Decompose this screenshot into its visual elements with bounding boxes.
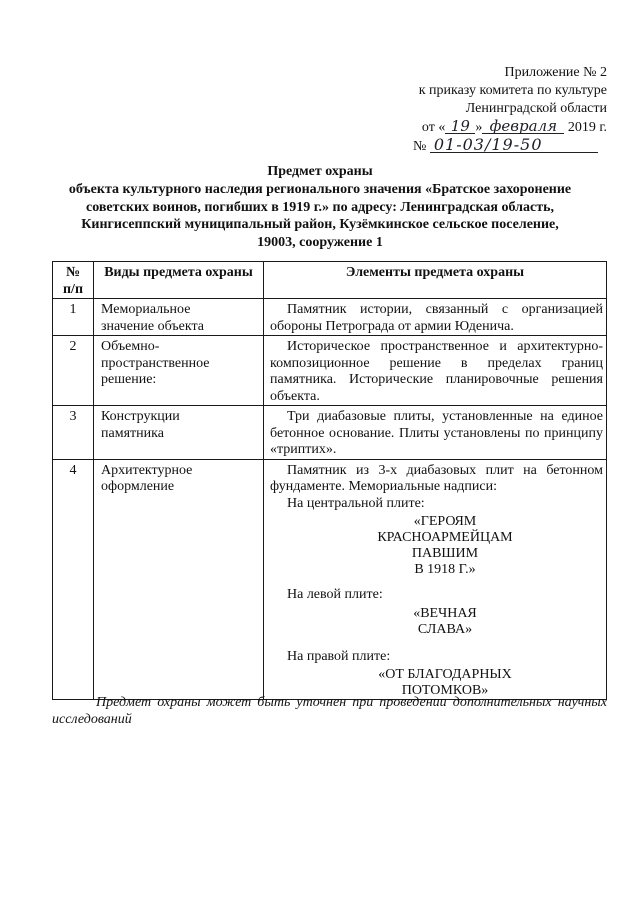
date-quote-close: » <box>475 120 483 135</box>
inscription-line: «ОТ БЛАГОДАРНЫХ <box>378 667 512 682</box>
element-text-line: «триптих». <box>270 442 337 457</box>
inscription-left-plate <box>270 606 603 638</box>
inscription-line: КРАСНОАРМЕЙЦАМ <box>377 530 513 545</box>
title-line: Кингисеппский муниципальный район, Кузёмкинское сельское поселение, <box>81 217 559 233</box>
element-text-line: Историческое пространственное и архитектурно- <box>287 339 603 354</box>
table-row <box>53 299 607 336</box>
inscription-label-right: На правой плите: <box>287 648 391 664</box>
order-number <box>413 137 607 156</box>
header-kind: Виды предмета охраны <box>94 262 264 299</box>
element-text-line: композиционное решение в пределах границ <box>270 355 603 371</box>
protection-kind: Объемно-пространственное решение: <box>94 336 264 406</box>
title-line: 19003, сооружение 1 <box>257 235 383 250</box>
footnote <box>52 694 607 728</box>
order-reference: к приказу комитета по культуре <box>418 83 607 98</box>
element-text-line: фундаменте. Мемориальные надписи: <box>270 479 498 494</box>
date-prefix: от « <box>421 120 446 135</box>
header-number-pp: п/п <box>62 281 84 297</box>
number-sign: № <box>413 139 427 154</box>
table-row <box>53 459 607 700</box>
protection-elements <box>264 406 607 460</box>
handwritten-day: 19 <box>445 118 475 134</box>
header-number-sign: № <box>65 265 81 280</box>
row-number: 4 <box>53 459 94 700</box>
footnote-line: Предмет охраны может быть уточнен при проведении дополнительных научных <box>96 695 607 710</box>
inscription-line: ПАВШИМ <box>411 546 479 561</box>
appendix-header <box>413 64 607 156</box>
protection-elements <box>264 336 607 406</box>
title-line: объекта культурного наследия регионального значения «Братское захоронение <box>68 181 572 197</box>
table-row <box>53 406 607 460</box>
inscription-line: СЛАВА» <box>417 621 473 637</box>
header-elements: Элементы предмета охраны <box>264 262 607 299</box>
protection-subject-table <box>52 261 607 700</box>
element-text-line: обороны Петрограда от армии Юденича. <box>270 318 514 334</box>
element-text-line: Памятник истории, связанный с организацией <box>287 302 603 317</box>
inscription-line: «ГЕРОЯМ <box>413 514 477 529</box>
date-year: 2019 г. <box>567 120 607 135</box>
appendix-number: Приложение № 2 <box>504 65 607 80</box>
inscription-central-plate <box>270 514 603 578</box>
handwritten-month: февраля <box>482 118 564 134</box>
row-number: 3 <box>53 406 94 460</box>
inscription-line: ПОТОМКОВ» <box>401 683 489 698</box>
protection-elements <box>264 299 607 336</box>
element-text-line: бетонное основание. Плиты установлены по принципу <box>270 425 603 441</box>
header-number <box>53 262 94 299</box>
table-row <box>53 336 607 406</box>
inscription-line: В 1918 Г.» <box>414 562 476 577</box>
protection-kind: Архитектурное оформление <box>94 459 264 700</box>
document-title <box>20 163 620 252</box>
protection-kind: Конструкции памятника <box>94 406 264 460</box>
element-text-line: памятника. Исторические планировочные решения <box>270 372 603 387</box>
inscription-label-left: На левой плите: <box>287 587 383 602</box>
handwritten-order-number: 01-03/19-50 <box>430 137 598 153</box>
element-text-line: Памятник из 3-х диабазовых плит на бетонном <box>287 462 603 478</box>
title-heading: Предмет охраны <box>267 164 373 179</box>
row-number: 1 <box>53 299 94 336</box>
footnote-line: исследований <box>52 712 132 727</box>
inscription-label-central: На центральной плите: <box>287 495 425 511</box>
row-number: 2 <box>53 336 94 406</box>
inscription-line: «ВЕЧНАЯ <box>413 605 477 621</box>
table-header-row <box>53 262 607 299</box>
title-line: советских воинов, погибших в 1919 г.» по адресу: Ленинградская область, <box>85 199 554 215</box>
protection-kind: Мемориальное значение объекта <box>94 299 264 336</box>
element-text-line: объекта. <box>270 388 320 404</box>
element-text-line: Три диабазовые плиты, установленные на единое <box>287 409 603 424</box>
protection-elements <box>264 459 607 700</box>
region-name: Ленинградской области <box>465 101 607 116</box>
